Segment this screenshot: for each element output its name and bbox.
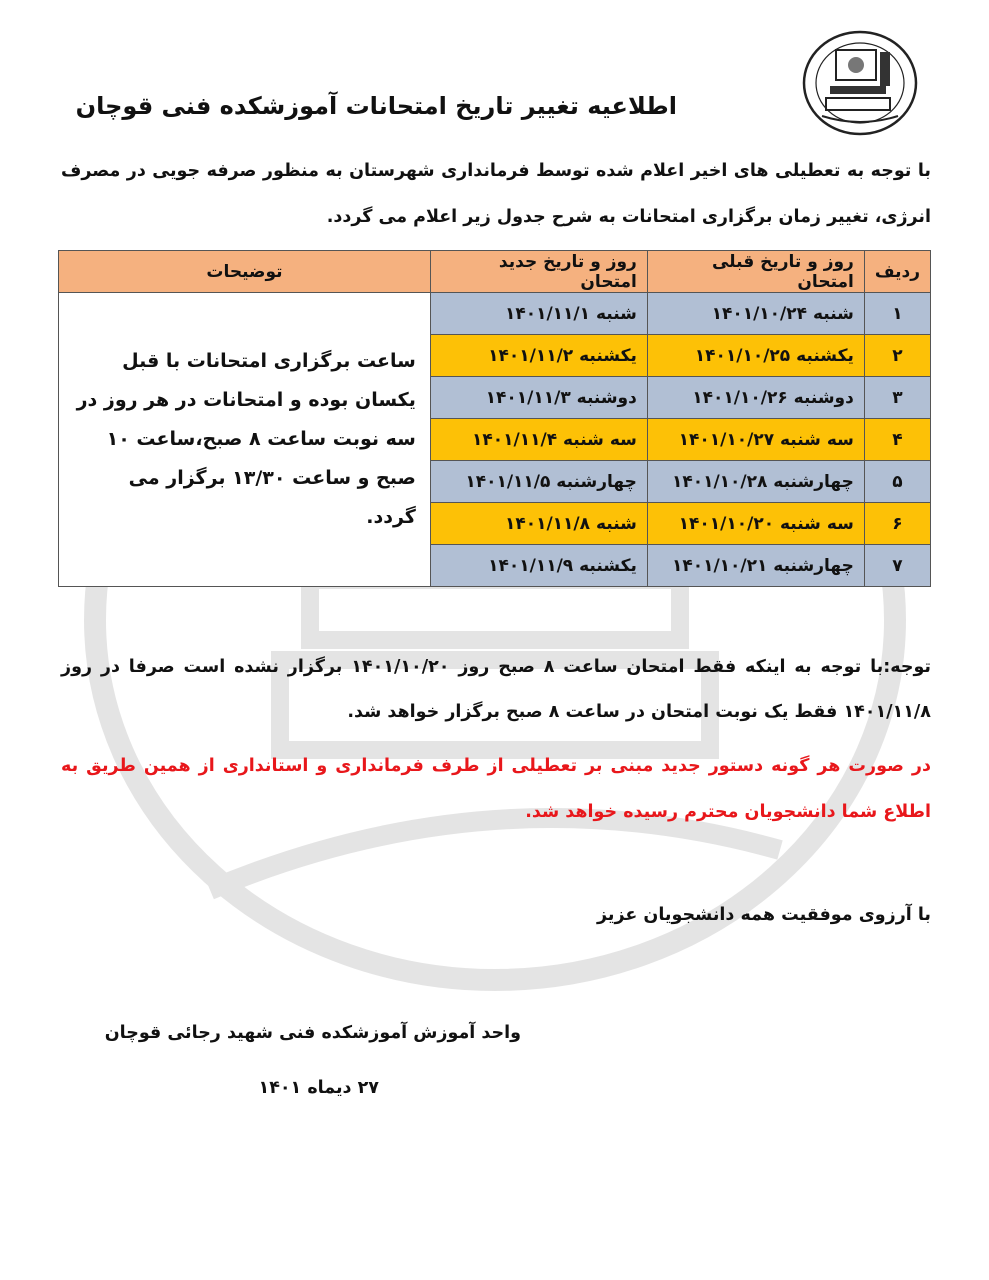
new-date: سه شنبه ۱۴۰۱/۱۱/۴ — [430, 419, 647, 461]
note-paragraph: توجه:با توجه به اینکه فقط امتحان ساعت ۸ صبح روز ۱۴۰۱/۱۰/۲۰ برگزار نشده است صرفا در روز ۱۴۰۱/۱۱/۸ فقط یک نوبت امتحان در ساعت ۸ صبح برگزار خواهد شد. — [61, 657, 931, 722]
row-number: ۴ — [864, 419, 930, 461]
notes-cell: ساعت برگزاری امتحانات با قبل یکسان بوده و امتحانات در هر روز در سه نوبت ساعت ۸ صبح،ساعت ۱۰ صبح و ساعت ۱۳/۳۰ برگزار می گردد. — [59, 293, 431, 587]
closing-wish: با آرزوی موفقیت همه دانشجویان عزیز — [597, 905, 931, 925]
row-number: ۷ — [864, 545, 930, 587]
row-number: ۵ — [864, 461, 930, 503]
previous-date: چهارشنبه ۱۴۰۱/۱۰/۲۱ — [647, 545, 864, 587]
previous-date: یکشنبه ۱۴۰۱/۱۰/۲۵ — [647, 335, 864, 377]
previous-date: سه شنبه ۱۴۰۱/۱۰/۲۷ — [647, 419, 864, 461]
table-header-row — [59, 251, 931, 293]
new-date: یکشنبه ۱۴۰۱/۱۱/۲ — [430, 335, 647, 377]
previous-date: سه شنبه ۱۴۰۱/۱۰/۲۰ — [647, 503, 864, 545]
signature-date: ۲۷ دیماه ۱۴۰۱ — [258, 1078, 379, 1098]
page-title: اطلاعیه تغییر تاریخ امتحانات آموزشکده فنی قوچان — [75, 92, 677, 120]
new-date: دوشنبه ۱۴۰۱/۱۱/۳ — [430, 377, 647, 419]
row-number: ۳ — [864, 377, 930, 419]
new-date: چهارشنبه ۱۴۰۱/۱۱/۵ — [430, 461, 647, 503]
warning-paragraph: در صورت هر گونه دستور جدید مبنی بر تعطیلی از طرف فرمانداری و استانداری از همین طریق به اطلاع شما دانشجویان محترم رسیده خواهد شد. — [61, 756, 931, 822]
header-new-date: روز و تاریخ جدید امتحان — [430, 251, 647, 293]
previous-date: چهارشنبه ۱۴۰۱/۱۰/۲۸ — [647, 461, 864, 503]
header-previous-date: روز و تاریخ قبلی امتحان — [647, 251, 864, 293]
previous-date: شنبه ۱۴۰۱/۱۰/۲۴ — [647, 293, 864, 335]
row-number: ۲ — [864, 335, 930, 377]
header-row-number: ردیف — [864, 251, 930, 293]
row-number: ۱ — [864, 293, 930, 335]
new-date: شنبه ۱۴۰۱/۱۱/۸ — [430, 503, 647, 545]
table-row — [59, 293, 931, 335]
header-notes: توضیحات — [59, 251, 431, 293]
exam-schedule-table — [58, 250, 931, 587]
intro-paragraph: با توجه به تعطیلی های اخیر اعلام شده توسط فرمانداری شهرستان به منظور صرفه جویی در مصرف انرژی، تغییر زمان برگزاری امتحانات به شرح جدول زیر اعلام می گردد. — [61, 161, 931, 227]
new-date: یکشنبه ۱۴۰۱/۱۱/۹ — [430, 545, 647, 587]
college-logo — [800, 28, 920, 138]
row-number: ۶ — [864, 503, 930, 545]
new-date: شنبه ۱۴۰۱/۱۱/۱ — [430, 293, 647, 335]
signature: واحد آموزش آموزشکده فنی شهید رجائی قوچان — [104, 1023, 521, 1043]
previous-date: دوشنبه ۱۴۰۱/۱۰/۲۶ — [647, 377, 864, 419]
